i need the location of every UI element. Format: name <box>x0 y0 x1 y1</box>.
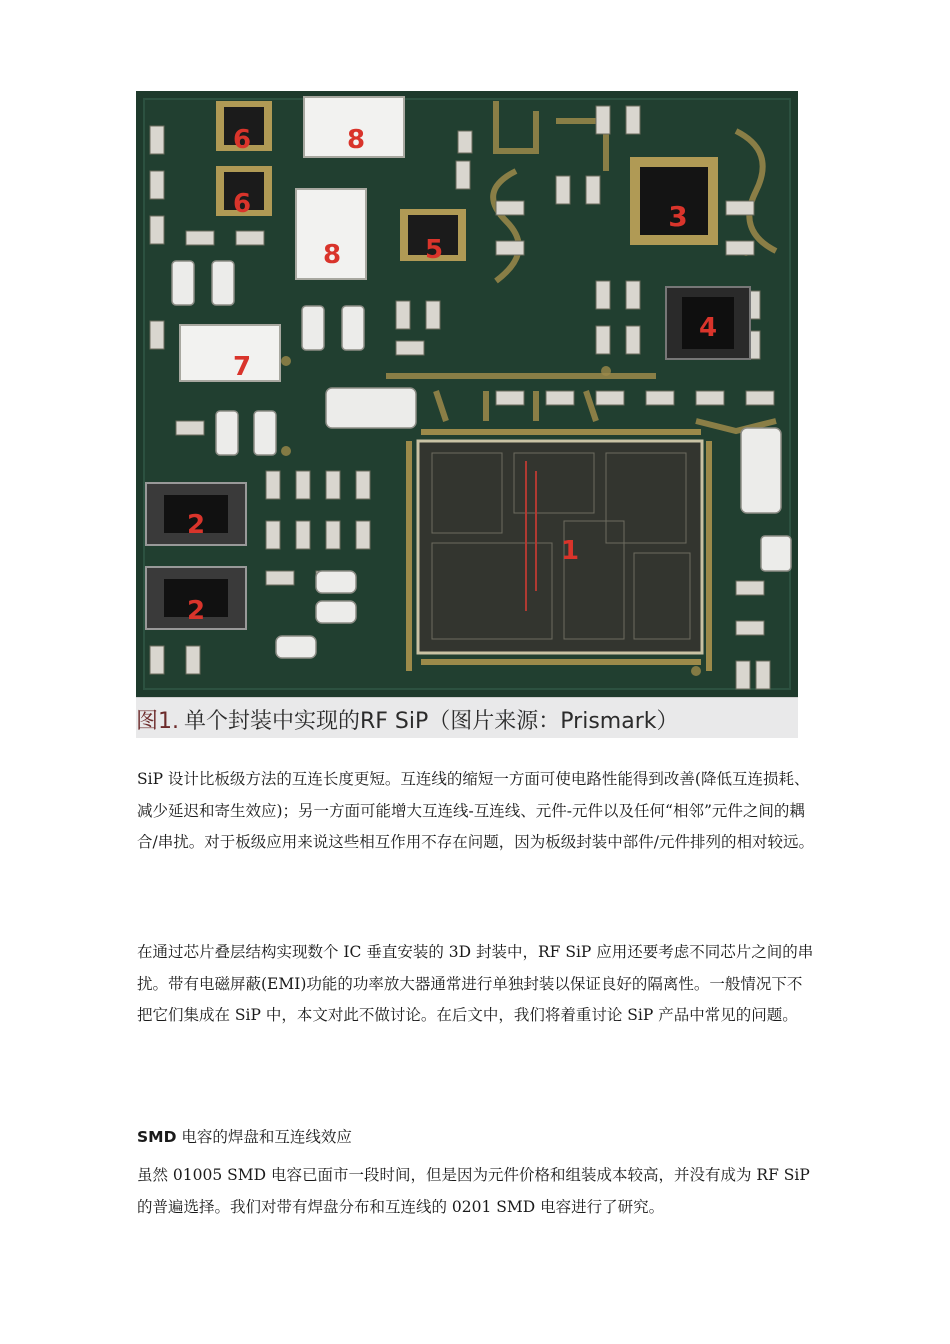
label-8-a: 8 <box>346 125 366 155</box>
label-5: 5 <box>424 235 444 265</box>
paragraph-2: 在通过芯片叠层结构实现数个 IC 垂直安装的 3D 封装中，RF SiP 应用还要考虑不同芯片之间的串扰。带有电磁屏蔽(EMI)功能的功率放大器通常进行单独封装以保证良好的隔离性。一般情况下不把它们集成在 SiP 中，本文对此不做讨论。在后文中，我们将着重讨论 SiP 产品中常见的问题。 <box>137 943 814 1024</box>
figure <box>136 91 798 737</box>
label-2-b: 2 <box>186 596 206 626</box>
caption-label: 图1. <box>136 709 179 734</box>
label-7: 7 <box>232 352 252 382</box>
section-heading <box>137 1125 352 1147</box>
label-2-a: 2 <box>186 510 206 540</box>
paragraph-3: 虽然 01005 SMD 电容已面市一段时间，但是因为元件价格和组装成本较高，并没有成为 RF SiP 的普遍选择。我们对带有焊盘分布和互连线的 0201 SMD 电容进行了研究。 <box>137 1166 810 1216</box>
figure-caption <box>136 697 798 738</box>
label-6-a: 6 <box>232 125 252 155</box>
heading-rest: 电容的焊盘和互连线效应 <box>176 1128 352 1146</box>
label-1: 1 <box>560 536 580 566</box>
heading-bold: SMD <box>137 1128 177 1146</box>
label-4: 4 <box>698 313 718 343</box>
paragraph-1: SiP 设计比板级方法的互连长度更短。互连线的缩短一方面可使电路性能得到改善(降低互连损耗、减少延迟和寄生效应)；另一方面可能增大互连线-互连线、元件-元件以及任何“相邻”元件之间的耦合/串扰。对于板级应用来说这些相互作用不存在问题，因为板级封装中部件/元件排列的相对较远。 <box>137 770 814 851</box>
caption-text: 单个封装中实现的RF SiP（图片来源：Prismark） <box>184 709 679 734</box>
label-6-b: 6 <box>232 189 252 219</box>
label-3: 3 <box>668 200 688 233</box>
pcb-photo <box>136 91 798 697</box>
label-8-b: 8 <box>322 240 342 270</box>
